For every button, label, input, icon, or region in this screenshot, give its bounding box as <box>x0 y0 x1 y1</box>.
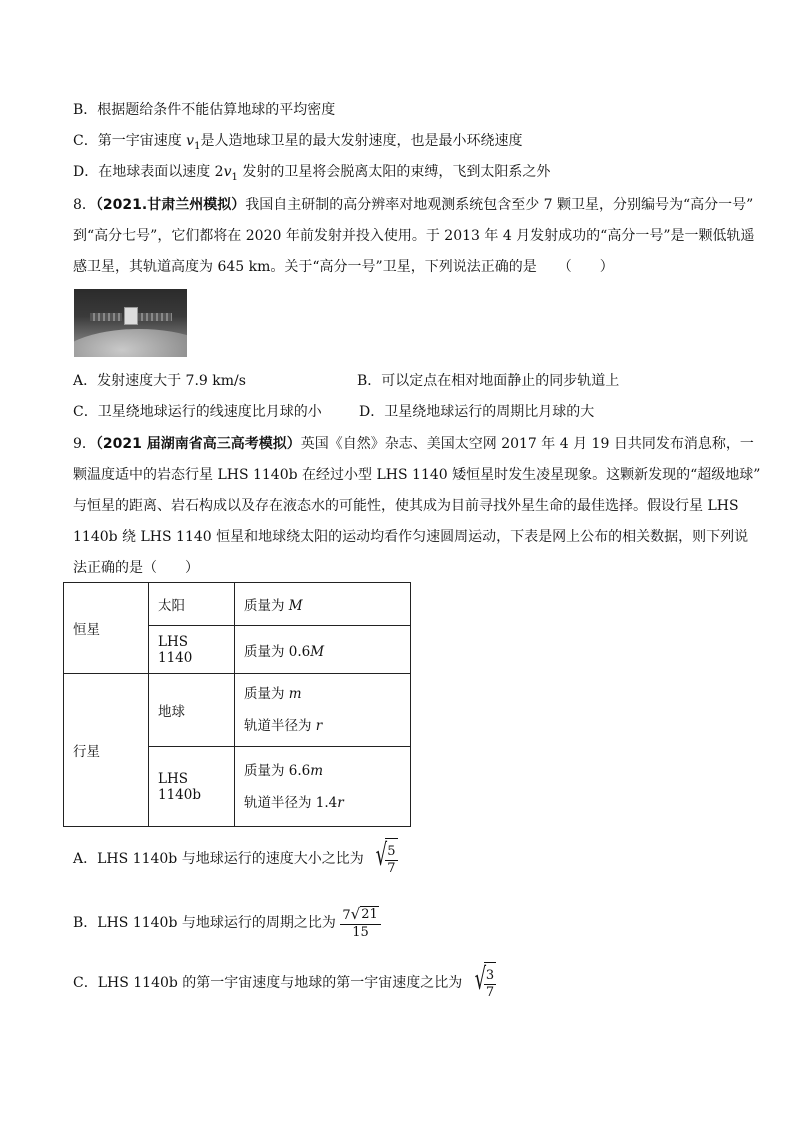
table-earth-data <box>235 674 411 747</box>
table-lhs1140-mass-var: M <box>310 643 325 660</box>
table-lhs1140b-data <box>235 747 411 827</box>
q9-number: 9． <box>73 436 96 452</box>
q9-line-3: 与恒星的距离、岩石构成以及存在液态水的可能性，使其成为目前寻找外星生命的最佳选择。假设行星 LHS <box>73 498 739 514</box>
q9-option-a-den: 7 <box>387 860 396 876</box>
table-earth-radius <box>244 710 401 742</box>
table-lhs1140-mass-text: 质量为 0.6 <box>244 643 311 660</box>
radical-sign-icon: √ <box>375 838 388 873</box>
option-d-prev-sub: 1 <box>231 171 238 183</box>
option-d-prev-text: D．在地球表面以速度 2 <box>73 164 224 180</box>
satellite-image <box>74 289 187 357</box>
data-table <box>63 582 411 827</box>
radical-sign-icon: √ <box>474 962 486 997</box>
q9-option-b-den: 15 <box>352 924 369 940</box>
table-earth-mass-text: 质量为 <box>244 686 289 702</box>
q9-option-b-text: B．LHS 1140b 与地球运行的周期之比为 <box>73 915 336 931</box>
table-earth-radius-text: 轨道半径为 <box>244 718 316 734</box>
table-earth-mass-var: m <box>288 686 302 702</box>
q8-option-c: C．卫星绕地球运行的线速度比月球的小 <box>73 404 322 420</box>
option-c-prev-var: v <box>186 133 195 149</box>
q9-line-4: 1140b 绕 LHS 1140 恒星和地球绕太阳的运动均看作匀速圆周运动，下表是网上公布的相关数据，则下列说 <box>73 529 749 545</box>
q8-option-d: D．卫星绕地球运行的周期比月球的大 <box>359 404 595 420</box>
table-sun-mass-var: M <box>288 598 303 614</box>
radical-sign-icon: √ <box>350 904 361 923</box>
table-lhs1140b-radius-text: 轨道半径为 1.4 <box>244 794 338 811</box>
q8-number: 8． <box>73 197 96 213</box>
table-planet-label: 行星 <box>64 674 149 827</box>
table-earth-radius-var: r <box>315 718 323 734</box>
q9-option-b-num-rad: 21 <box>361 906 378 922</box>
table-sun-mass <box>235 583 411 626</box>
option-d-prev-text-2: 发射的卫星将会脱离太阳的束缚，飞到太阳系之外 <box>237 164 551 180</box>
table-lhs1140b-radius <box>244 787 401 819</box>
table-star-label: 恒星 <box>64 583 149 674</box>
q8-line-2: 到“高分七号”，它们都将在 2020 年前发射并投入使用。于 2013 年 4 月发射成功的“高分一号”是一颗低轨遥 <box>73 228 755 244</box>
q9-option-c-sqrt <box>467 962 496 1004</box>
option-c-prev <box>73 131 522 157</box>
table-earth: 地球 <box>149 674 235 747</box>
option-c-prev-sub: 1 <box>194 140 201 152</box>
q8-line-3: 感卫星，其轨道高度为 645 km。关于“高分一号”卫星，下列说法正确的是 （ ） <box>73 259 614 275</box>
q9-option-b-frac <box>340 906 380 941</box>
q9-option-b-num-coef: 7 <box>342 907 351 923</box>
option-b-prev: B．根据题给条件不能估算地球的平均密度 <box>73 102 336 118</box>
table-lhs1140b-radius-var: r <box>337 794 344 811</box>
q9-option-a-text: A．LHS 1140b 与地球运行的速度大小之比为 <box>73 851 364 867</box>
q8-option-b: B．可以定点在相对地面静止的同步轨道上 <box>357 373 620 389</box>
table-lhs1140b-mass-var: m <box>310 762 324 779</box>
q9-line-5: 法正确的是（ ） <box>73 560 199 576</box>
q9-option-b <box>73 903 381 943</box>
table-lhs1140-mass <box>235 626 411 674</box>
table-lhs1140b-mass <box>244 755 401 787</box>
q9-line-2: 颗温度适中的岩态行星 LHS 1140b 在经过小型 LHS 1140 矮恒星时发生凌星现象。这颗新发现的“超级地球” <box>73 467 761 483</box>
option-d-prev <box>73 162 550 188</box>
q8-option-a: A．发射速度大于 7.9 km/s <box>73 373 246 389</box>
q9-option-a <box>73 838 398 880</box>
q8-text-1: 我国自主研制的高分辨率对地观测系统包含至少 7 颗卫星，分别编号为“高分一号” <box>245 197 754 213</box>
option-c-prev-text-2: 是人造地球卫星的最大发射速度，也是最小环绕速度 <box>200 133 523 149</box>
q9-option-c-text: C．LHS 1140b 的第一宇宙速度与地球的第一宇宙速度之比为 <box>73 975 463 991</box>
q8-line-1 <box>73 195 753 215</box>
q9-line-1 <box>73 434 754 454</box>
q9-source: （2021 届湖南省高三高考模拟） <box>95 436 301 452</box>
q9-option-a-sqrt <box>368 838 397 880</box>
table-lhs1140: LHS 1140 <box>149 626 235 674</box>
table-earth-mass <box>244 678 401 710</box>
q9-option-c <box>73 962 496 1004</box>
q9-option-c-num: 3 <box>485 967 495 983</box>
table-lhs1140b-mass-text: 质量为 6.6 <box>244 762 311 779</box>
option-c-prev-text: C．第一宇宙速度 <box>73 133 187 149</box>
q8-source: （2021.甘肃兰州模拟） <box>95 197 246 213</box>
option-d-prev-var: v <box>223 164 232 180</box>
table-sun-mass-text: 质量为 <box>244 598 289 614</box>
table-sun: 太阳 <box>149 583 235 626</box>
q9-text-1: 英国《自然》杂志、美国太空网 2017 年 4 月 19 日共同发布消息称，一 <box>300 436 754 452</box>
q9-option-a-num: 5 <box>387 843 396 859</box>
table-lhs1140b: LHS 1140b <box>149 747 235 827</box>
q9-option-c-den: 7 <box>485 984 495 1000</box>
